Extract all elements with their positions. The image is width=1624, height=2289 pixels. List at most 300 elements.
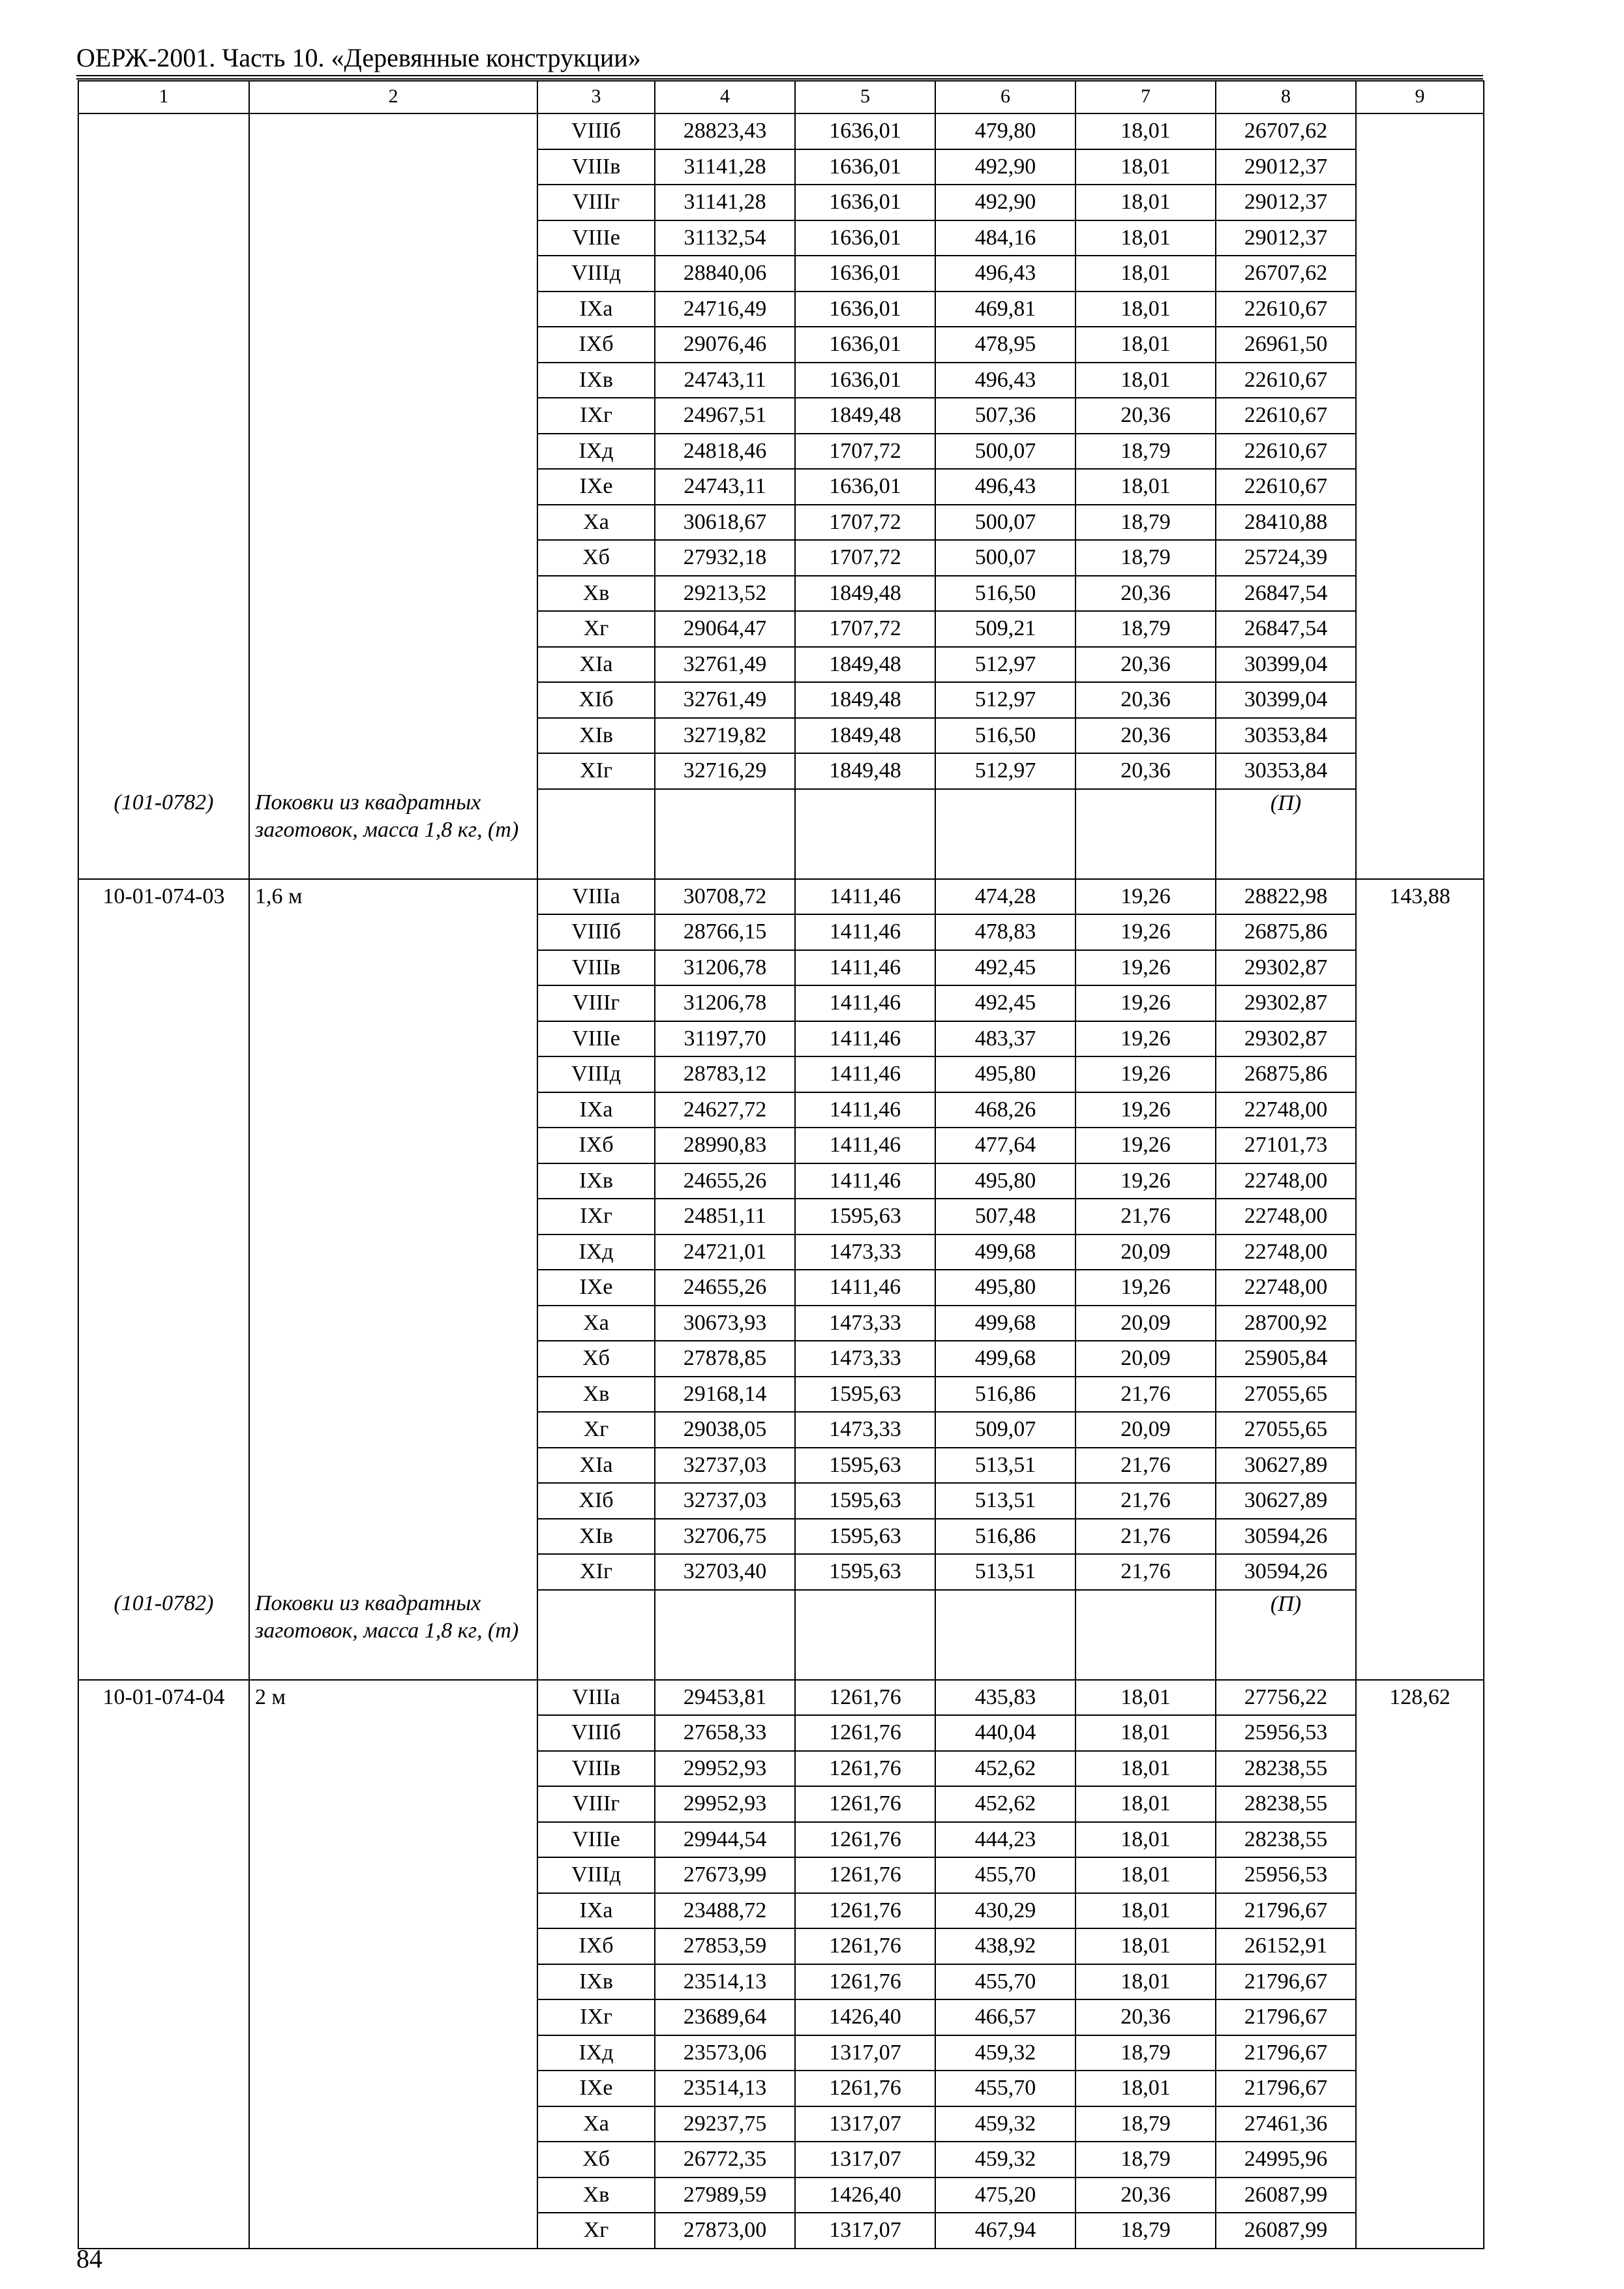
empty-cell [655, 1590, 795, 1680]
data-cell: 1317,07 [795, 2142, 935, 2177]
data-cell: 492,45 [935, 985, 1075, 1021]
table-row [78, 220, 1484, 256]
table-row [78, 398, 1484, 434]
row-col9-cell [1356, 113, 1484, 149]
table-row [78, 1199, 1484, 1234]
row-name-cell [249, 611, 537, 647]
data-cell: 492,90 [935, 185, 1075, 220]
data-cell: 18,79 [1075, 2106, 1216, 2142]
data-cell: 22610,67 [1216, 434, 1356, 470]
data-cell: 495,80 [935, 1163, 1075, 1199]
row-col9-cell [1356, 220, 1484, 256]
row-name-cell [249, 576, 537, 612]
data-cell: 26847,54 [1216, 576, 1356, 612]
data-cell: 1849,48 [795, 753, 935, 789]
row-col9-cell [1356, 540, 1484, 576]
row-col9-cell [1356, 1519, 1484, 1555]
row-col9-cell [1356, 1234, 1484, 1270]
data-cell: 19,26 [1075, 950, 1216, 986]
table-row [78, 1483, 1484, 1519]
data-cell: 23514,13 [655, 2071, 795, 2106]
data-cell: 26961,50 [1216, 327, 1356, 363]
data-cell: XIа [537, 647, 655, 683]
data-cell: 31141,28 [655, 149, 795, 185]
row-col9-cell [1356, 327, 1484, 363]
resource-mark: (П) [1216, 789, 1356, 879]
column-number-row [78, 81, 1484, 113]
data-cell: 477,64 [935, 1128, 1075, 1163]
data-cell: 18,01 [1075, 1786, 1216, 1822]
table-row [78, 753, 1484, 789]
row-name-cell [249, 185, 537, 220]
row-col9-cell [1356, 1056, 1484, 1092]
empty-cell [795, 789, 935, 879]
row-col9-cell [1356, 1306, 1484, 1341]
data-cell: Xв [537, 1377, 655, 1413]
row-code-cell [78, 1483, 249, 1519]
table-row [78, 505, 1484, 541]
data-cell: 1707,72 [795, 540, 935, 576]
row-code-cell [78, 682, 249, 718]
data-cell: 1411,46 [795, 1092, 935, 1128]
row-col9-cell [1356, 1092, 1484, 1128]
data-cell: IXд [537, 2035, 655, 2071]
data-cell: 1473,33 [795, 1306, 935, 1341]
row-col9-cell [1356, 1964, 1484, 2000]
row-name-cell [249, 647, 537, 683]
data-cell: 29038,05 [655, 1412, 795, 1448]
table-row [78, 718, 1484, 754]
data-cell: 28238,55 [1216, 1822, 1356, 1858]
data-cell: Xг [537, 611, 655, 647]
data-cell: 468,26 [935, 1092, 1075, 1128]
data-cell: 27055,65 [1216, 1412, 1356, 1448]
row-col9-cell [1356, 1128, 1484, 1163]
data-cell: VIIIе [537, 1021, 655, 1057]
data-cell: 19,26 [1075, 1128, 1216, 1163]
row-code-cell [78, 1448, 249, 1484]
data-cell: 512,97 [935, 647, 1075, 683]
row-col9-cell [1356, 149, 1484, 185]
data-cell: 24743,11 [655, 363, 795, 398]
table-row [78, 1715, 1484, 1751]
table-row [78, 1377, 1484, 1413]
row-col9-cell: 143,88 [1356, 879, 1484, 915]
row-col9-cell [1356, 2142, 1484, 2177]
data-cell: VIIIд [537, 256, 655, 292]
data-cell: 1261,76 [795, 1751, 935, 1787]
data-cell: XIг [537, 1554, 655, 1590]
page-number: 84 [76, 2244, 102, 2273]
row-code-cell: 10-01-074-04 [78, 1680, 249, 1716]
row-col9-cell [1356, 292, 1484, 327]
table-row [78, 327, 1484, 363]
row-name-cell [249, 1234, 537, 1270]
data-cell: 516,50 [935, 576, 1075, 612]
data-cell: 29168,14 [655, 1377, 795, 1413]
data-cell: 26875,86 [1216, 914, 1356, 950]
data-cell: 440,04 [935, 1715, 1075, 1751]
data-cell: 28410,88 [1216, 505, 1356, 541]
data-cell: 1261,76 [795, 1857, 935, 1893]
row-col9-cell [1356, 576, 1484, 612]
data-cell: 1849,48 [795, 647, 935, 683]
data-cell: 24967,51 [655, 398, 795, 434]
data-cell: 18,79 [1075, 505, 1216, 541]
row-code-cell [78, 256, 249, 292]
row-col9-cell [1356, 1554, 1484, 1590]
header-rule [76, 75, 1483, 76]
row-code-cell [78, 2106, 249, 2142]
data-cell: 18,01 [1075, 1893, 1216, 1929]
table-row [78, 2142, 1484, 2177]
row-name-cell [249, 363, 537, 398]
data-cell: VIIIг [537, 985, 655, 1021]
row-name-cell [249, 1199, 537, 1234]
data-cell: 21,76 [1075, 1483, 1216, 1519]
empty-cell [935, 789, 1075, 879]
row-code-cell [78, 398, 249, 434]
row-code-cell [78, 220, 249, 256]
data-cell: 32761,49 [655, 682, 795, 718]
row-col9-cell [1356, 2213, 1484, 2249]
row-col9-cell [1356, 185, 1484, 220]
data-cell: 18,01 [1075, 220, 1216, 256]
data-cell: 21,76 [1075, 1519, 1216, 1555]
column-number: 6 [935, 81, 1075, 113]
data-cell: 22610,67 [1216, 363, 1356, 398]
row-name-cell [249, 914, 537, 950]
data-cell: 26707,62 [1216, 113, 1356, 149]
data-cell: 30353,84 [1216, 718, 1356, 754]
data-cell: 469,81 [935, 292, 1075, 327]
data-cell: 18,01 [1075, 1928, 1216, 1964]
data-cell: 21796,67 [1216, 1893, 1356, 1929]
data-cell: 459,32 [935, 2142, 1075, 2177]
data-cell: 21796,67 [1216, 2035, 1356, 2071]
data-cell: 20,09 [1075, 1234, 1216, 1270]
data-cell: 1636,01 [795, 113, 935, 149]
data-cell: 29213,52 [655, 576, 795, 612]
row-name-cell [249, 540, 537, 576]
row-col9-cell [1356, 1483, 1484, 1519]
table-row [78, 1999, 1484, 2035]
data-cell: 509,21 [935, 611, 1075, 647]
table-row [78, 1822, 1484, 1858]
data-cell: 513,51 [935, 1448, 1075, 1484]
column-number: 7 [1075, 81, 1216, 113]
data-cell: 30399,04 [1216, 647, 1356, 683]
row-col9-cell [1356, 1999, 1484, 2035]
table-row [78, 149, 1484, 185]
row-name-cell [249, 950, 537, 986]
data-cell: 19,26 [1075, 1163, 1216, 1199]
data-cell: 1595,63 [795, 1519, 935, 1555]
row-code-cell [78, 985, 249, 1021]
data-cell: 22748,00 [1216, 1163, 1356, 1199]
data-cell: 1849,48 [795, 398, 935, 434]
data-cell: 507,48 [935, 1199, 1075, 1234]
data-cell: Xг [537, 1412, 655, 1448]
row-name-cell [249, 985, 537, 1021]
table-row [78, 1056, 1484, 1092]
data-cell: 22748,00 [1216, 1270, 1356, 1306]
data-cell: 467,94 [935, 2213, 1075, 2249]
data-cell: 24851,11 [655, 1199, 795, 1234]
data-cell: 452,62 [935, 1751, 1075, 1787]
row-col9-cell [1356, 611, 1484, 647]
data-cell: 31206,78 [655, 950, 795, 986]
data-cell: 26875,86 [1216, 1056, 1356, 1092]
data-cell: 18,79 [1075, 434, 1216, 470]
data-cell: 1849,48 [795, 718, 935, 754]
data-cell: 1411,46 [795, 985, 935, 1021]
header-rule-second [76, 78, 1483, 80]
data-cell: 24655,26 [655, 1270, 795, 1306]
row-code-cell [78, 1519, 249, 1555]
data-cell: 18,01 [1075, 1751, 1216, 1787]
row-name-cell [249, 149, 537, 185]
data-cell: 1636,01 [795, 220, 935, 256]
row-col9-cell [1356, 363, 1484, 398]
data-cell: 478,83 [935, 914, 1075, 950]
row-col9-cell [1356, 1270, 1484, 1306]
data-cell: Xб [537, 540, 655, 576]
data-cell: 1636,01 [795, 185, 935, 220]
row-name-cell [249, 1786, 537, 1822]
table-row [78, 2071, 1484, 2106]
row-code-cell [78, 611, 249, 647]
data-cell: 19,26 [1075, 914, 1216, 950]
row-name-cell [249, 1554, 537, 1590]
empty-cell [655, 789, 795, 879]
data-cell: 1636,01 [795, 469, 935, 505]
table-row [78, 682, 1484, 718]
row-col9-cell [1356, 398, 1484, 434]
table-row [78, 1857, 1484, 1893]
data-cell: 30399,04 [1216, 682, 1356, 718]
data-cell: 20,09 [1075, 1306, 1216, 1341]
data-cell: 18,01 [1075, 469, 1216, 505]
row-name-cell [249, 1751, 537, 1787]
row-code-cell [78, 1092, 249, 1128]
data-cell: 516,50 [935, 718, 1075, 754]
row-code-cell [78, 1554, 249, 1590]
data-cell: VIIIа [537, 1680, 655, 1716]
data-cell: 459,32 [935, 2106, 1075, 2142]
data-cell: 29076,46 [655, 327, 795, 363]
table-row [78, 292, 1484, 327]
resource-code: (101-0782) [78, 1590, 249, 1680]
row-code-cell [78, 576, 249, 612]
table-row [78, 363, 1484, 398]
data-cell: XIв [537, 1519, 655, 1555]
data-cell: 492,45 [935, 950, 1075, 986]
table-body [78, 81, 1484, 2249]
table-row [78, 1519, 1484, 1555]
data-cell: 1411,46 [795, 879, 935, 915]
data-cell: 513,51 [935, 1554, 1075, 1590]
data-cell: 18,79 [1075, 2142, 1216, 2177]
data-cell: VIIIв [537, 149, 655, 185]
data-cell: VIIIе [537, 220, 655, 256]
data-cell: 1411,46 [795, 1021, 935, 1057]
empty-cell [795, 1590, 935, 1680]
document-header: ОЕРЖ-2001. Часть 10. «Деревянные конструкции» [76, 43, 641, 72]
data-cell: 20,36 [1075, 647, 1216, 683]
data-cell: 500,07 [935, 540, 1075, 576]
resource-description: Поковки из квадратных заготовок, масса 1,8 кг, (т) [249, 789, 537, 879]
row-name-cell [249, 2071, 537, 2106]
row-name-cell [249, 1412, 537, 1448]
data-cell: 30353,84 [1216, 753, 1356, 789]
data-cell: 500,07 [935, 505, 1075, 541]
table-row [78, 1786, 1484, 1822]
data-cell: 30673,93 [655, 1306, 795, 1341]
data-cell: 18,79 [1075, 2035, 1216, 2071]
data-cell: 18,01 [1075, 149, 1216, 185]
data-cell: 29012,37 [1216, 149, 1356, 185]
empty-cell [1356, 1590, 1484, 1680]
data-cell: 496,43 [935, 256, 1075, 292]
data-cell: 18,01 [1075, 256, 1216, 292]
data-cell: 1317,07 [795, 2213, 935, 2249]
data-cell: 30708,72 [655, 879, 795, 915]
data-cell: 1261,76 [795, 1964, 935, 2000]
row-col9-cell: 128,62 [1356, 1680, 1484, 1716]
data-cell: 513,51 [935, 1483, 1075, 1519]
data-cell: 18,01 [1075, 113, 1216, 149]
row-name-cell [249, 398, 537, 434]
data-cell: 27756,22 [1216, 1680, 1356, 1716]
data-cell: 32719,82 [655, 718, 795, 754]
data-cell: 21796,67 [1216, 1999, 1356, 2035]
data-cell: VIIIг [537, 185, 655, 220]
row-code-cell [78, 469, 249, 505]
data-cell: 1411,46 [795, 1128, 935, 1163]
row-code-cell [78, 2213, 249, 2249]
data-cell: 1636,01 [795, 292, 935, 327]
data-cell: 1261,76 [795, 1893, 935, 1929]
data-cell: 24655,26 [655, 1163, 795, 1199]
table-row [78, 256, 1484, 292]
table-row [78, 2035, 1484, 2071]
row-col9-cell [1356, 682, 1484, 718]
data-cell: 18,01 [1075, 2071, 1216, 2106]
data-cell: 452,62 [935, 1786, 1075, 1822]
data-cell: IXб [537, 1128, 655, 1163]
table-row [78, 576, 1484, 612]
resource-mark: (П) [1216, 1590, 1356, 1680]
data-cell: XIб [537, 1483, 655, 1519]
data-cell: IXв [537, 1163, 655, 1199]
table-row [78, 914, 1484, 950]
data-cell: 483,37 [935, 1021, 1075, 1057]
row-code-cell [78, 2035, 249, 2071]
table-row [78, 1928, 1484, 1964]
data-cell: 27873,00 [655, 2213, 795, 2249]
data-cell: 495,80 [935, 1270, 1075, 1306]
data-cell: 459,32 [935, 2035, 1075, 2071]
data-cell: 24743,11 [655, 469, 795, 505]
data-cell: 28822,98 [1216, 879, 1356, 915]
row-col9-cell [1356, 1786, 1484, 1822]
row-name-cell [249, 1448, 537, 1484]
data-cell: 31206,78 [655, 985, 795, 1021]
data-cell: 1261,76 [795, 2071, 935, 2106]
row-col9-cell [1356, 1377, 1484, 1413]
data-cell: VIIIд [537, 1056, 655, 1092]
data-cell: 30627,89 [1216, 1483, 1356, 1519]
row-name-cell [249, 1822, 537, 1858]
row-name-cell [249, 1519, 537, 1555]
data-cell: 509,07 [935, 1412, 1075, 1448]
data-cell: 22610,67 [1216, 292, 1356, 327]
data-cell: 1636,01 [795, 327, 935, 363]
data-cell: 478,95 [935, 327, 1075, 363]
data-cell: 1261,76 [795, 1786, 935, 1822]
row-code-cell [78, 1021, 249, 1057]
data-cell: 1261,76 [795, 1928, 935, 1964]
data-cell: 479,80 [935, 113, 1075, 149]
data-cell: 18,01 [1075, 1680, 1216, 1716]
data-cell: 23488,72 [655, 1893, 795, 1929]
data-cell: 20,09 [1075, 1412, 1216, 1448]
row-code-cell [78, 1857, 249, 1893]
data-cell: 25724,39 [1216, 540, 1356, 576]
data-cell: 29302,87 [1216, 950, 1356, 986]
data-cell: 455,70 [935, 1964, 1075, 2000]
row-code-cell [78, 647, 249, 683]
data-cell: 516,86 [935, 1377, 1075, 1413]
row-code-cell [78, 2177, 249, 2213]
row-col9-cell [1356, 1341, 1484, 1377]
data-cell: 1426,40 [795, 2177, 935, 2213]
data-cell: 27989,59 [655, 2177, 795, 2213]
data-cell: 22748,00 [1216, 1234, 1356, 1270]
data-cell: Xа [537, 1306, 655, 1341]
row-code-cell [78, 149, 249, 185]
row-col9-cell [1356, 753, 1484, 789]
row-col9-cell [1356, 2071, 1484, 2106]
table-row [78, 1751, 1484, 1787]
row-col9-cell [1356, 505, 1484, 541]
table-row [78, 1412, 1484, 1448]
data-cell: 28766,15 [655, 914, 795, 950]
data-cell: 18,79 [1075, 540, 1216, 576]
data-cell: IXв [537, 363, 655, 398]
row-name-cell [249, 505, 537, 541]
data-cell: 1317,07 [795, 2106, 935, 2142]
data-cell: IXб [537, 1928, 655, 1964]
data-cell: 19,26 [1075, 879, 1216, 915]
data-cell: 20,36 [1075, 753, 1216, 789]
row-col9-cell [1356, 1412, 1484, 1448]
row-code-cell [78, 1999, 249, 2035]
data-cell: 20,36 [1075, 718, 1216, 754]
data-cell: 27101,73 [1216, 1128, 1356, 1163]
data-cell: XIа [537, 1448, 655, 1484]
column-number: 3 [537, 81, 655, 113]
data-cell: 1261,76 [795, 1680, 935, 1716]
data-cell: Xа [537, 2106, 655, 2142]
data-cell: 435,83 [935, 1680, 1075, 1716]
data-cell: 21796,67 [1216, 2071, 1356, 2106]
table-row [78, 1128, 1484, 1163]
row-col9-cell [1356, 1021, 1484, 1057]
data-cell: Xа [537, 505, 655, 541]
row-code-cell [78, 505, 249, 541]
